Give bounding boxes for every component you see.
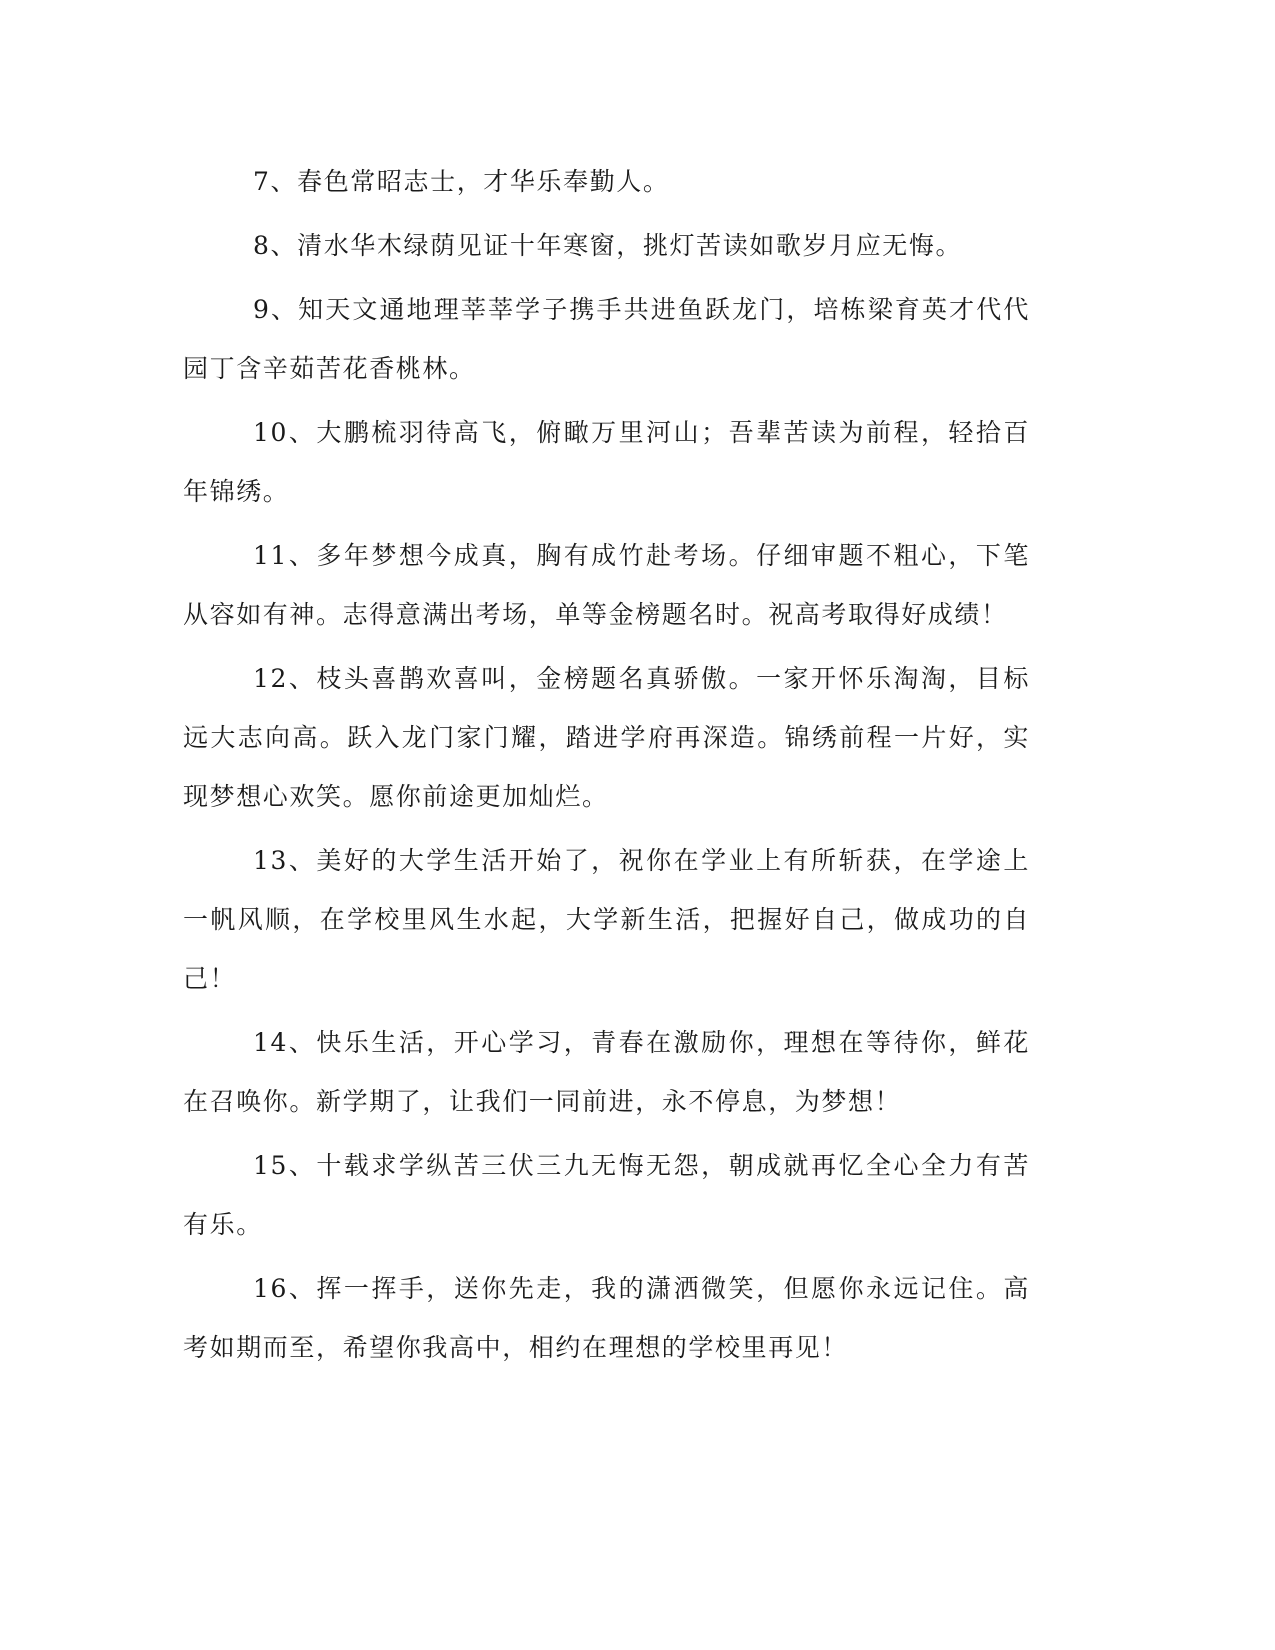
paragraph-9: 9、知天文通地理莘莘学子携手共进鱼跃龙门，培栋梁育英才代代园丁含辛茹苦花香桃林。 [183,295,1030,383]
paragraph-7: 7、春色常昭志士，才华乐奉勤人。 [253,167,670,196]
paragraph-16: 16、挥一挥手，送你先走，我的潇洒微笑，但愿你永远记住。高考如期而至，希望你我高中，相约在理想的学校里再见！ [183,1274,1030,1362]
paragraph-15: 15、十载求学纵苦三伏三九无悔无怨，朝成就再忆全心全力有苦有乐。 [183,1151,1030,1239]
paragraph-8: 8、清水华木绿荫见证十年寒窗，挑灯苦读如歌岁月应无悔。 [253,231,963,260]
document-body [183,152,1030,1382]
paragraph-12: 12、枝头喜鹊欢喜叫，金榜题名真骄傲。一家开怀乐淘淘，目标远大志向高。跃入龙门家门耀，踏进学府再深造。锦绣前程一片好，实现梦想心欢笑。愿你前途更加灿烂。 [183,664,1030,811]
paragraph-11: 11、多年梦想今成真，胸有成竹赴考场。仔细审题不粗心，下笔从容如有神。志得意满出考场，单等金榜题名时。祝高考取得好成绩！ [183,541,1030,629]
paragraph-14: 14、快乐生活，开心学习，青春在激励你，理想在等待你，鲜花在召唤你。新学期了，让我们一同前进，永不停息，为梦想！ [183,1028,1030,1116]
paragraph-13: 13、美好的大学生活开始了，祝你在学业上有所斩获，在学途上一帆风顺，在学校里风生水起，大学新生活，把握好自己，做成功的自己！ [183,846,1030,993]
paragraph-10: 10、大鹏梳羽待高飞，俯瞰万里河山；吾辈苦读为前程，轻拾百年锦绣。 [183,418,1030,506]
